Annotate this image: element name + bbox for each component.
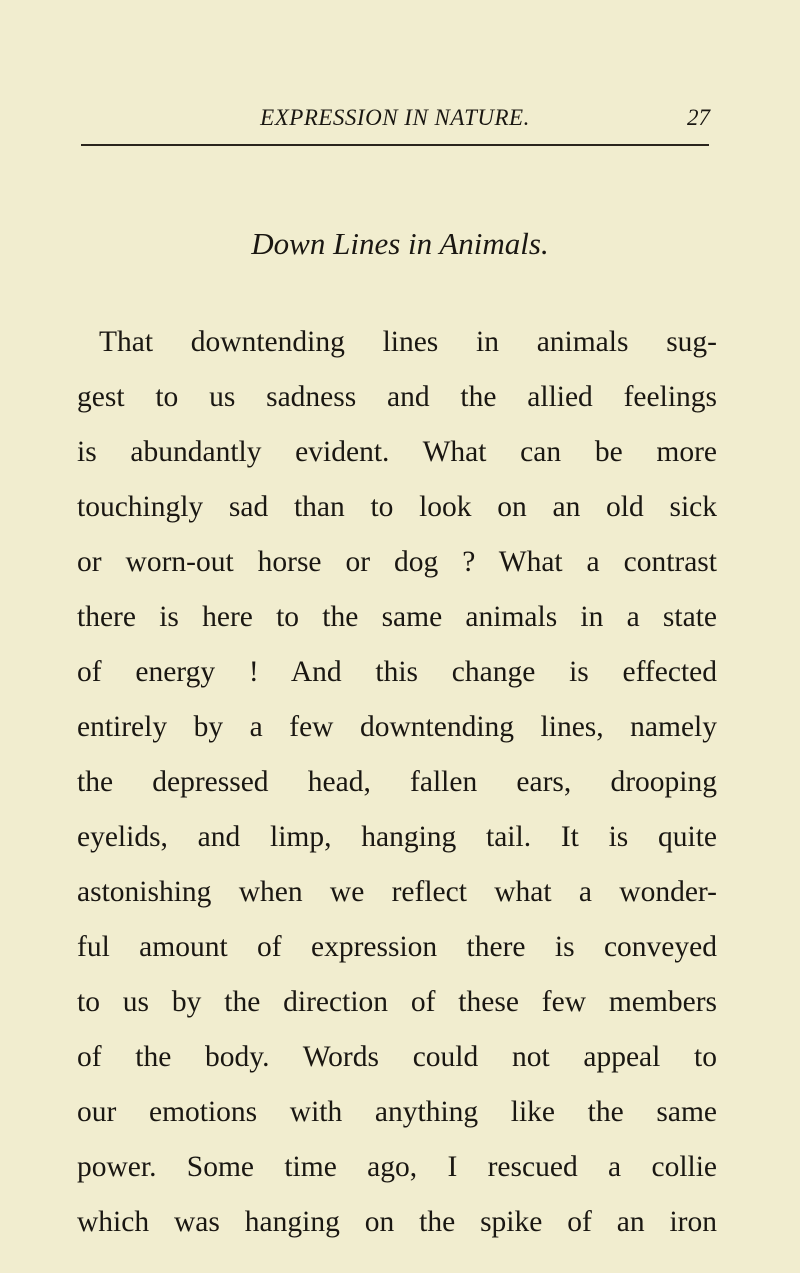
page-number: 27: [687, 105, 710, 130]
running-head: [80, 98, 710, 138]
running-title: EXPRESSION IN NATURE.: [260, 105, 530, 130]
text-line: our emotions with anything like the same: [77, 1096, 717, 1128]
text-line: touchingly sad than to look on an old sick: [77, 491, 717, 523]
text-line: is abundantly evident. What can be more: [77, 436, 717, 468]
text-line: or worn-out horse or dog ? What a contrast: [77, 546, 717, 578]
text-line: power. Some time ago, I rescued a collie: [77, 1151, 717, 1183]
text-line: there is here to the same animals in a state: [77, 601, 717, 633]
text-line: of the body. Words could not appeal to: [77, 1041, 717, 1073]
text-line: of energy ! And this change is effected: [77, 656, 717, 688]
text-line: to us by the direction of these few members: [77, 986, 717, 1018]
text-line: astonishing when we reflect what a wonder-: [77, 876, 717, 908]
text-line: gest to us sadness and the allied feelings: [77, 381, 717, 413]
text-line: which was hanging on the spike of an iron: [77, 1206, 717, 1238]
header-rule: [81, 144, 709, 146]
text-line: ful amount of expression there is conveyed: [77, 931, 717, 963]
text-line: eyelids, and limp, hanging tail. It is quite: [77, 821, 717, 853]
section-title: Down Lines in Animals.: [251, 226, 549, 261]
text-line: entirely by a few downtending lines, namely: [77, 711, 717, 743]
body-text: [77, 315, 717, 1250]
text-line: the depressed head, fallen ears, drooping: [77, 766, 717, 798]
text-line: That downtending lines in animals sug-: [99, 326, 717, 358]
